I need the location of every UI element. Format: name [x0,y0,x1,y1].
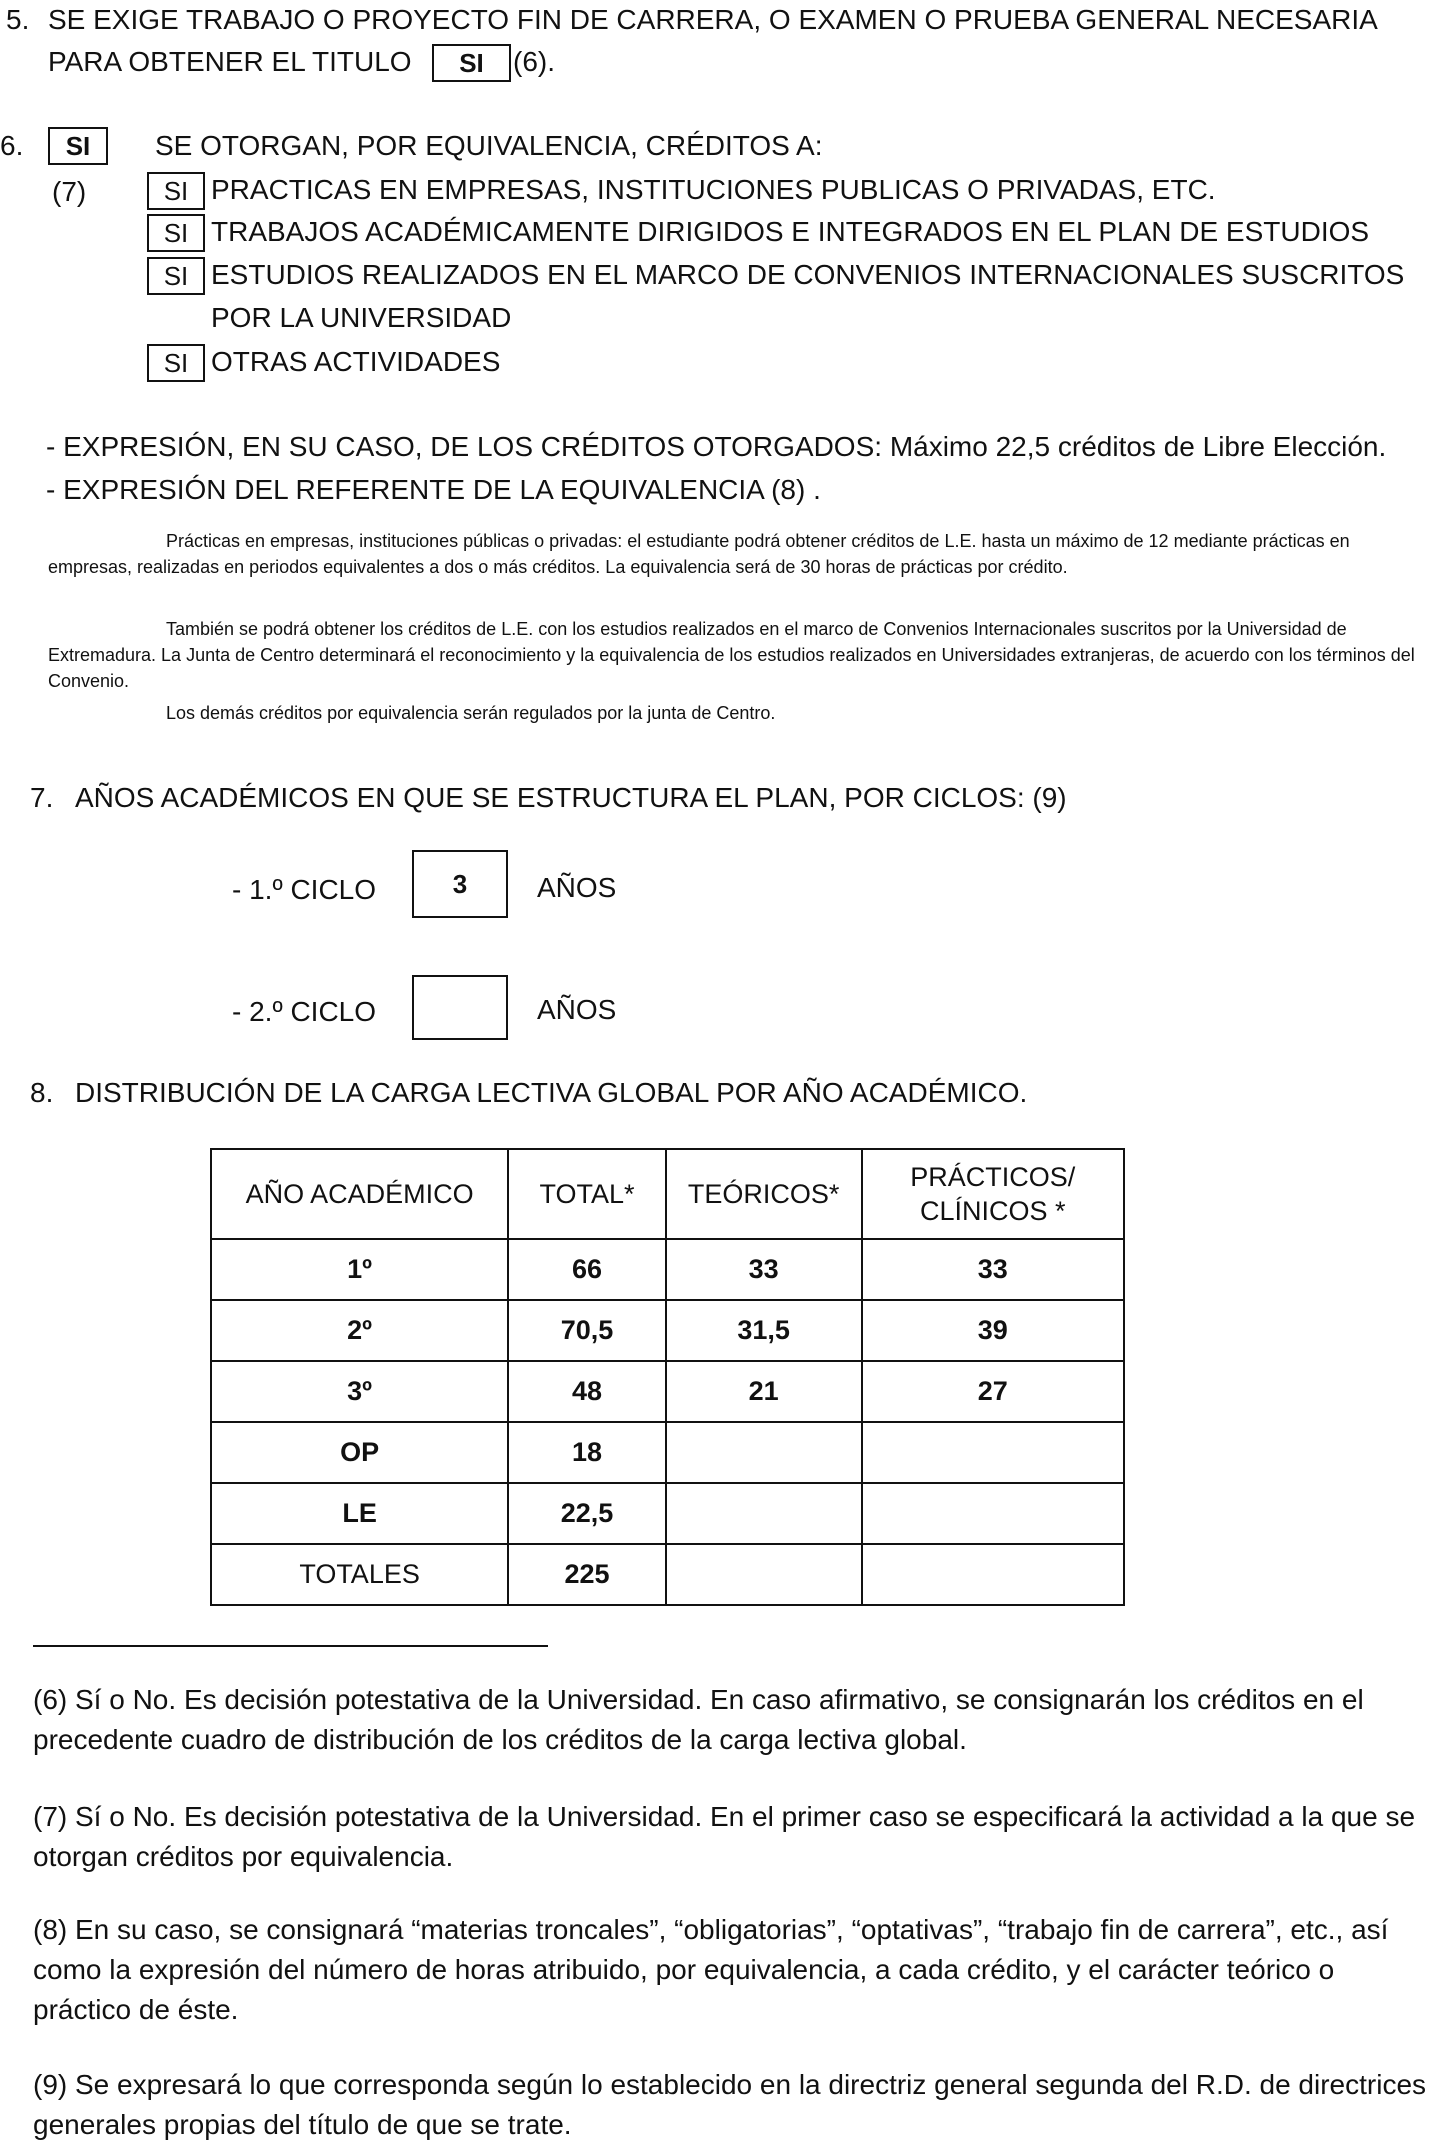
item6-heading: SE OTORGAN, POR EQUIVALENCIA, CRÉDITOS A: [155,130,823,161]
expr1-line [46,427,1386,467]
cell-total: 48 [508,1361,666,1422]
item6-number: 6. [0,130,24,161]
option-check-other: SI [147,344,205,382]
cell-theory [666,1483,862,1544]
footnote-8: (8) En su caso, se consignará “materias troncales”, “obligatorias”, “optativas”, “trabajo fin de carrera”, etc., así como la expresión del número de horas atribuido, por equivalencia, a cada crédito, y el carácter teórico o práctico de éste. [33,1914,1389,2025]
item5-line2: PARA OBTENER EL TITULO [48,46,412,77]
cell-year: OP [211,1422,508,1483]
cell-practice: 33 [862,1239,1124,1300]
expr2-line: - EXPRESIÓN DEL REFERENTE DE LA EQUIVALENCIA (8) . [46,474,821,505]
cell-total: 22,5 [508,1483,666,1544]
cell-theory: 21 [666,1361,862,1422]
cell-practice: 27 [862,1361,1124,1422]
item5-note-ref: (6). [513,46,555,77]
cycle2-years-box [412,975,508,1040]
cell-year: 1º [211,1239,508,1300]
option-label-practices: PRACTICAS EN EMPRESAS, INSTITUCIONES PUBLICAS O PRIVADAS, ETC. [211,174,1216,205]
column-header-year: AÑO ACADÉMICO [211,1149,508,1239]
column-header-practice-line2: CLÍNICOS * [920,1196,1066,1226]
cell-practice [862,1483,1124,1544]
cell-theory: 31,5 [666,1300,862,1361]
expr1-value: Máximo 22,5 créditos de Libre Elección. [889,431,1387,462]
item5-answer-box: SI [432,44,511,82]
cell-practice [862,1544,1124,1605]
table-row-totals [211,1544,1124,1605]
footnote-divider [33,1645,548,1647]
item6-answer-box: SI [48,127,108,165]
cell-theory [666,1544,862,1605]
cell-theory: 33 [666,1239,862,1300]
column-header-practice-line1: PRÁCTICOS/ [910,1162,1076,1192]
option-check-international: SI [147,257,205,295]
item5-number: 5. [6,4,30,35]
cell-year: TOTALES [211,1544,508,1605]
footnote-9: (9) Se expresará lo que corresponda según lo establecido en la directriz general segunda del R.D. de directrices generales propias del título de que se trate. [33,2069,1427,2140]
item7-heading: AÑOS ACADÉMICOS EN QUE SE ESTRUCTURA EL PLAN, POR CICLOS: (9) [75,782,1067,813]
load-distribution-table [210,1148,1125,1606]
option-check-practices: SI [147,172,205,210]
item8-number: 8. [30,1077,54,1108]
cell-year: 3º [211,1361,508,1422]
table-row [211,1361,1124,1422]
equivalence-paragraph-1-text: Prácticas en empresas, instituciones públicas o privadas: el estudiante podrá obtener créditos de L.E. hasta un máximo de 12 mediante prácticas en empresas, realizadas en periodos equivalentes a dos o más créditos. La equivalencia será de 30 horas de prácticas por crédito. [48,531,1350,577]
equivalence-paragraph-2 [48,616,1438,694]
option-label-international: ESTUDIOS REALIZADOS EN EL MARCO DE CONVENIOS INTERNACIONALES SUSCRITOS [211,259,1405,290]
column-header-total: TOTAL* [508,1149,666,1239]
cell-total: 70,5 [508,1300,666,1361]
cycle1-label: - 1.º CICLO [232,874,377,905]
equivalence-paragraph-2-text: También se podrá obtener los créditos de L.E. con los estudios realizados en el marco de Convenios Internacionales suscritos por la Universidad de Extremadura. La Junta de Centro determinará el reconocimiento y la equivalencia de los estudios realizados en Universidades extranjeras, de acuerdo con los términos del Convenio. [48,619,1415,691]
footnote-7: (7) Sí o No. Es decisión potestativa de la Universidad. En el primer caso se especificará la actividad a la que se otorgan créditos por equivalencia. [33,1801,1416,1872]
cell-year: 2º [211,1300,508,1361]
equivalence-paragraph-1 [48,528,1438,580]
equivalence-paragraph-3 [48,700,1438,726]
option-check-directed-work: SI [147,214,205,252]
table-row [211,1239,1124,1300]
expr1-label: - EXPRESIÓN, EN SU CASO, DE LOS CRÉDITOS OTORGADOS: [46,431,883,462]
equivalence-paragraph-3-text: Los demás créditos por equivalencia serán regulados por la junta de Centro. [166,703,776,723]
option-label-directed-work: TRABAJOS ACADÉMICAMENTE DIRIGIDOS E INTEGRADOS EN EL PLAN DE ESTUDIOS [211,216,1370,247]
item5-line1: SE EXIGE TRABAJO O PROYECTO FIN DE CARRERA, O EXAMEN O PRUEBA GENERAL NECESARIA [48,4,1378,35]
footnote-6: (6) Sí o No. Es decisión potestativa de la Universidad. En caso afirmativo, se consignarán los créditos en el precedente cuadro de distribución de los créditos de la carga lectiva global. [33,1684,1364,1755]
cycle2-unit: AÑOS [537,994,617,1025]
cell-practice [862,1422,1124,1483]
cell-total: 225 [508,1544,666,1605]
cell-total: 18 [508,1422,666,1483]
cycle1-years-box: 3 [412,850,508,918]
table-header-row [211,1149,1124,1239]
cycle1-unit: AÑOS [537,872,617,903]
column-header-practice [862,1149,1124,1239]
cycle2-label: - 2.º CICLO [232,996,377,1027]
table-row [211,1300,1124,1361]
table-row [211,1483,1124,1544]
column-header-theory: TEÓRICOS* [666,1149,862,1239]
cell-total: 66 [508,1239,666,1300]
item6-note-ref: (7) [52,176,87,207]
table-row [211,1422,1124,1483]
cell-practice: 39 [862,1300,1124,1361]
cell-year: LE [211,1483,508,1544]
item8-heading: DISTRIBUCIÓN DE LA CARGA LECTIVA GLOBAL POR AÑO ACADÉMICO. [75,1077,1028,1108]
option-label-international-cont: POR LA UNIVERSIDAD [211,302,512,333]
option-label-other: OTRAS ACTIVIDADES [211,346,501,377]
item7-number: 7. [30,782,54,813]
cell-theory [666,1422,862,1483]
